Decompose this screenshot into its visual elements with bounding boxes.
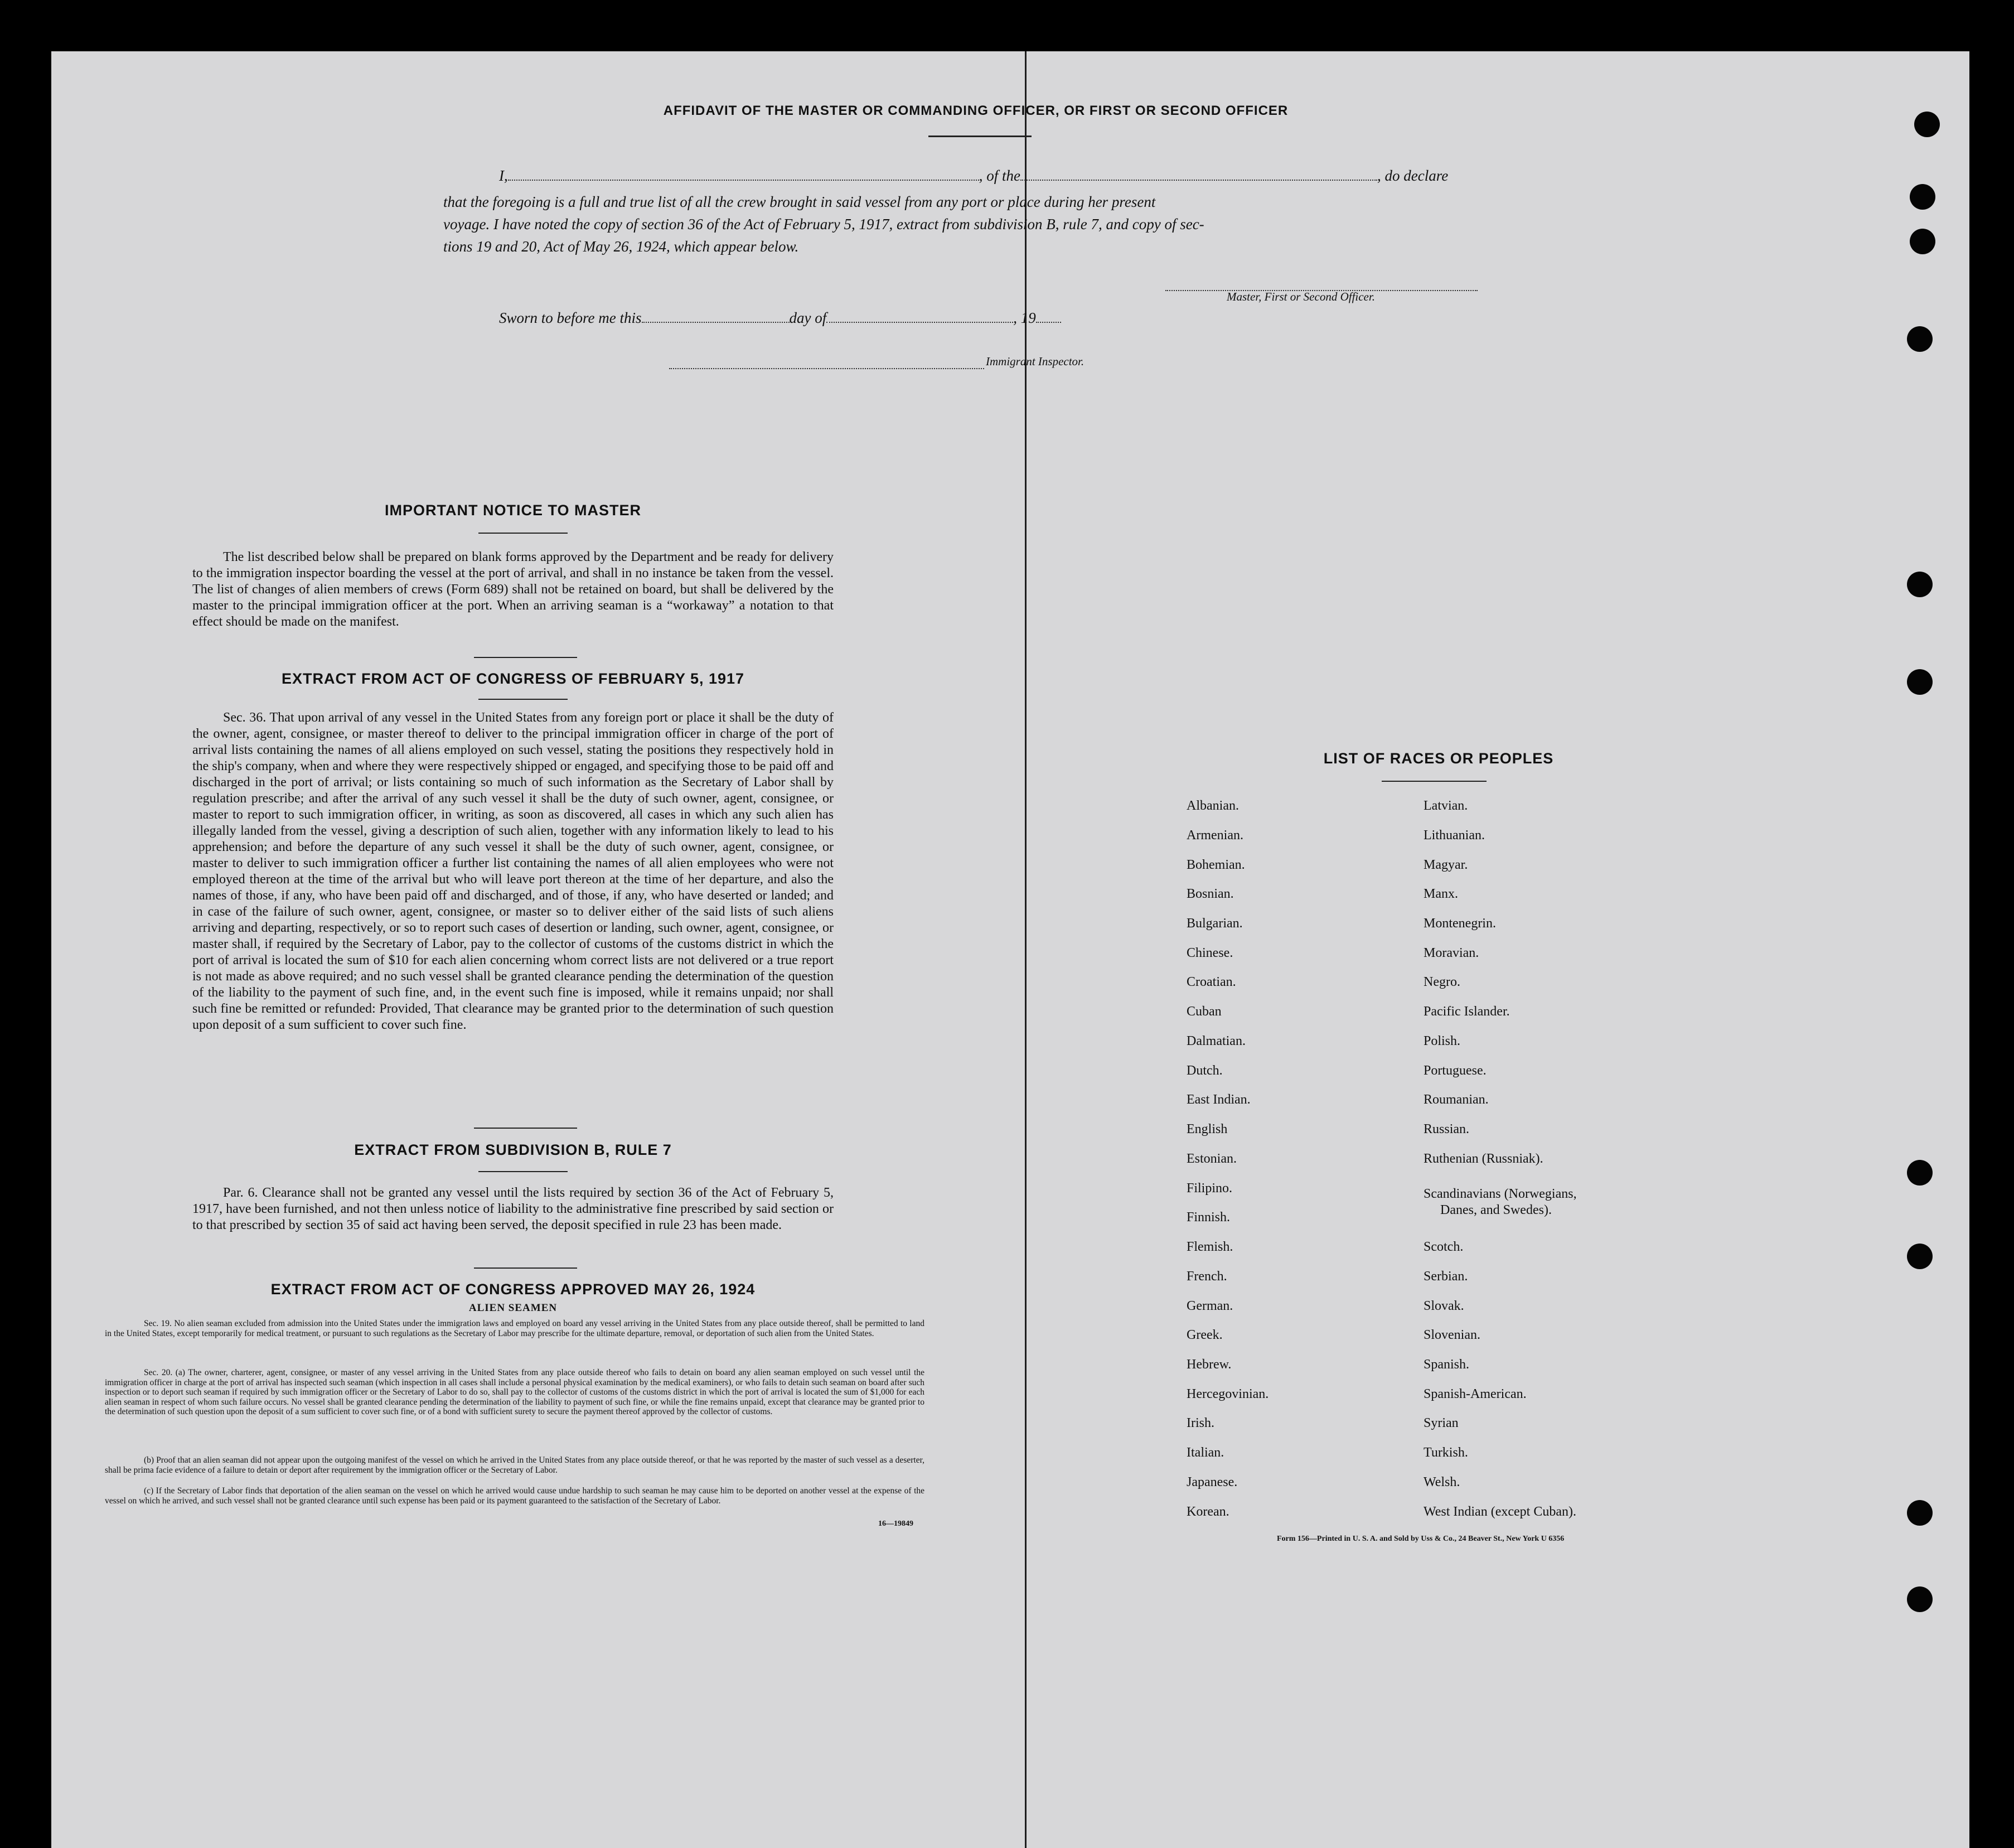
race-item: Finnish.: [1187, 1210, 1231, 1225]
race-item: Bulgarian.: [1187, 916, 1243, 931]
race-item: Spanish.: [1424, 1357, 1470, 1372]
name-blank: [508, 167, 979, 181]
month-blank: [826, 309, 1013, 323]
race-item: Serbian.: [1424, 1269, 1468, 1284]
race-item: Croatian.: [1187, 975, 1236, 989]
race-item: Hebrew.: [1187, 1357, 1232, 1372]
race-item: Danes, and Swedes).: [1440, 1203, 1552, 1217]
race-item: Moravian.: [1424, 946, 1479, 960]
affidavit-of-the: , of the: [979, 167, 1020, 184]
race-item: Estonian.: [1187, 1152, 1237, 1166]
binder-hole: [1914, 112, 1940, 137]
affidavit-i: I,: [499, 167, 508, 184]
race-item: Bosnian.: [1187, 887, 1234, 901]
divider: [928, 136, 1032, 137]
race-item: Japanese.: [1187, 1475, 1238, 1489]
race-item: Welsh.: [1424, 1475, 1460, 1489]
divider: [478, 699, 568, 700]
race-item: Manx.: [1424, 887, 1458, 901]
extract-1924-title: EXTRACT FROM ACT OF CONGRESS APPROVED MAY 26, 1924: [270, 1281, 756, 1298]
race-item: Turkish.: [1424, 1445, 1468, 1460]
day-blank: [642, 309, 790, 323]
binder-hole: [1910, 184, 1935, 210]
race-item: Slovak.: [1424, 1299, 1464, 1313]
race-item: Lithuanian.: [1424, 828, 1485, 843]
race-item: West Indian (except Cuban).: [1424, 1504, 1576, 1519]
race-item: Scandinavians (Norwegians,: [1424, 1187, 1577, 1201]
rule-7-title: EXTRACT FROM SUBDIVISION B, RULE 7: [354, 1141, 672, 1158]
races-title: LIST OF RACES OR PEOPLES: [1323, 750, 1554, 767]
race-item: Latvian.: [1424, 799, 1468, 813]
sworn-text: Sworn to before me this: [499, 309, 642, 326]
affidavit-line-1: [499, 165, 1547, 187]
vessel-blank: [1020, 167, 1377, 181]
divider: [1382, 781, 1487, 782]
sec-20b-text: (b) Proof that an alien seaman did not appear upon the outgoing manifest of the vessel on which he arrived in the United States from any place outside thereof, or that he was reported by the master of such vessel as a deserter, shall be prima facie evidence of a failure to detain or deport after requirement by the immigration officer or the Secretary of Labor.: [105, 1455, 924, 1475]
race-item: Filipino.: [1187, 1181, 1233, 1196]
race-item: Portuguese.: [1424, 1063, 1487, 1078]
race-item: Roumanian.: [1424, 1092, 1489, 1107]
race-item: Russian.: [1424, 1122, 1470, 1136]
race-item: Chinese.: [1187, 946, 1233, 960]
binder-hole: [1907, 669, 1933, 695]
race-item: Spanish-American.: [1424, 1387, 1527, 1401]
master-label: Master, First or Second Officer.: [1227, 290, 1375, 303]
race-item: Dalmatian.: [1187, 1034, 1246, 1048]
race-item: Slovenian.: [1424, 1328, 1480, 1342]
race-item: Cuban: [1187, 1004, 1222, 1019]
binder-hole: [1907, 1160, 1933, 1186]
extract-1917-title: EXTRACT FROM ACT OF CONGRESS OF FEBRUARY 5, 1917: [281, 670, 745, 687]
binder-hole: [1907, 1586, 1933, 1612]
alien-seamen-subtitle: ALIEN SEAMEN: [468, 1302, 558, 1314]
binder-hole: [1907, 1500, 1933, 1526]
race-item: English: [1187, 1122, 1228, 1136]
race-item: Scotch.: [1424, 1240, 1464, 1254]
printer-footer: Form 156—Printed in U. S. A. and Sold by Uss & Co., 24 Beaver St., New York U 6356: [1277, 1535, 1565, 1543]
race-item: Flemish.: [1187, 1240, 1233, 1254]
race-item: Polish.: [1424, 1034, 1461, 1048]
race-item: Magyar.: [1424, 858, 1468, 872]
divider: [474, 1268, 577, 1269]
race-item: Italian.: [1187, 1445, 1224, 1460]
divider: [474, 1128, 577, 1129]
binder-hole: [1907, 326, 1933, 352]
divider: [478, 533, 568, 534]
sworn-line: [499, 307, 1061, 329]
race-item: Armenian.: [1187, 828, 1243, 843]
divider: [474, 657, 577, 658]
race-item: Irish.: [1187, 1416, 1214, 1430]
race-item: Montenegrin.: [1424, 916, 1496, 931]
affidavit-title: AFFIDAVIT OF THE MASTER OR COMMANDING OFFICER, OR FIRST OR SECOND OFFICER: [663, 103, 1289, 118]
rule-7-text: Par. 6. Clearance shall not be granted any vessel until the lists required by section 36 of the Act of February 5, 1917, have been furnished, and not then unless notice of liability to the administrative fine prescribed by said section or to that prescribed by section 35 of said act having been served, the deposit specified in rule 23 has been made.: [192, 1186, 834, 1232]
sec-20a-text: Sec. 20. (a) The owner, charterer, agent, consignee, or master of any vessel arriving in the United States from any place outside thereof who fails to detain on board any alien seaman employed on such vessel until the immigration officer in charge at the port of arrival has inspected such seaman (which inspection in all cases shall include a personal physical examination by the medical examiners), or who fails to detain such seaman on board after such inspection or to deport such seaman if required by such immigration officer or the Secretary of Labor to do so, shall pay to the collector of customs of the customs district in which the port of arrival is located the sum of $1,000 for each alien seaman in respect of whom such failure occurs. No vessel shall be granted clearance pending the determination of the liability to payment of such fine, or while the fine remains unpaid, except that clearance may be granted prior to the determination of such question upon the deposit of a sum sufficient to cover such fine, or of a bond with sufficient surety to secure the payment thereof approved by the collector of customs.: [105, 1368, 924, 1416]
race-item: Hercegovinian.: [1187, 1387, 1269, 1401]
race-item: French.: [1187, 1269, 1227, 1284]
day-of-text: day of: [789, 309, 827, 326]
inspector-line: [669, 356, 984, 369]
binder-hole: [1910, 229, 1935, 254]
race-item: Pacific Islander.: [1424, 1004, 1510, 1019]
race-item: Korean.: [1187, 1504, 1229, 1519]
notice-text: The list described below shall be prepared on blank forms approved by the Department and be ready for delivery to the immigration inspector boarding the vessel at the port of arrival, and shall in no instance be taken from the vessel. The list of changes of alien members of crews (Form 689) shall not be retained on board, but shall be delivered by the master to the principal immigration officer at the port. When an arriving seaman is a “workaway” a notation to that effect should be made on the manifest.: [192, 550, 834, 629]
notice-title: IMPORTANT NOTICE TO MASTER: [385, 502, 641, 519]
year-text: , 19: [1013, 309, 1036, 326]
extract-1917-text: Sec. 36. That upon arrival of any vessel in the United States from any foreign port or place it shall be the duty of the owner, agent, consignee, or master thereof to deliver to the principal immigration officer in charge of the port of arrival lists containing the names of all aliens employed on such vessel, stating the positions they respectively hold in the ship's company, when and where they were respectively shipped or engaged, and specifying those to be paid off and discharged in the port of arrival; or lists containing so much of such information as the Secretary of Labor shall by regulation prescribe; and after the arrival of any such vessel it shall be the duty of such owner, agent, consignee, or master to report to such immigration officer, in writing, as soon as discovered, all cases in which any such alien has illegally landed from the vessel, giving a description of such alien, together with any information likely to lead to his apprehension; and before the departure of any such vessel it shall be the duty of such owner, agent, consignee, or master to deliver to such immigration officer a further list containing the names of all alien employees who were not employed thereon at the time of the arrival but who will leave port thereon at the time of her departure, and also the names of those, if any, who have been paid off and discharged, and of those, if any, who have deserted or landed; and in case of the failure of such owner, agent, consignee, or master so to deliver either of the said lists of such aliens arriving and departing, respectively, or so to report such cases of desertion or landing, such owner, agent, consignee, or master shall, if required by the Secretary of Labor, pay to the collector of customs of the customs district in which the port of arrival is located the sum of $10 for each alien concerning whom correct lists are not delivered or a true report is not made as above required; and no such vessel shall be granted clearance pending the determination of the question of the liability to the payment of such fine, and, in the event such fine is imposed, while it remains unpaid; nor shall such fine be remitted or refunded: Provided, That clearance may be granted prior to the determination of such question upon deposit of a sum sufficient to cover such fine.: [192, 710, 834, 1032]
binder-hole: [1907, 1244, 1933, 1269]
affidavit-line-2: that the foregoing is a full and true list of all the crew brought in said vessel from any port or place during her present: [443, 193, 1156, 210]
sec-19-text: Sec. 19. No alien seaman excluded from admission into the United States under the immigration laws and employed on board any vessel arriving in the United States from any place outside thereof, shall be permitted to land in the United States, except temporarily for medical treatment, or pursuant to such regulations as the Secretary of Labor may prescribe for the ultimate departure, removal, or deportation of such alien from the United States.: [105, 1319, 924, 1338]
race-item: Negro.: [1424, 975, 1460, 989]
race-item: Ruthenian (Russniak).: [1424, 1152, 1543, 1166]
race-item: East Indian.: [1187, 1092, 1251, 1107]
race-item: Dutch.: [1187, 1063, 1223, 1078]
affidavit-line-4: tions 19 and 20, Act of May 26, 1924, which appear below.: [443, 238, 799, 255]
race-item: Bohemian.: [1187, 858, 1245, 872]
affidavit-do-declare: , do declare: [1377, 167, 1449, 184]
form-number: 16—19849: [878, 1520, 913, 1528]
affidavit-line-3: voyage. I have noted the copy of section 36 of the Act of February 5, 1917, extract from subdivision B, rule 7, and copy of sec-: [443, 216, 1204, 233]
race-item: Syrian: [1424, 1416, 1459, 1430]
binder-hole: [1907, 572, 1933, 597]
race-item: Greek.: [1187, 1328, 1223, 1342]
inspector-label: Immigrant Inspector.: [986, 355, 1085, 368]
race-item: Albanian.: [1187, 799, 1239, 813]
year-blank: [1036, 309, 1061, 323]
signature-line: [1165, 278, 1478, 291]
sec-20c-text: (c) If the Secretary of Labor finds that deportation of the alien seaman on the vessel on which he arrived would cause undue hardship to such seaman he may cause him to be deported on another vessel at the expense of the vessel on which he arrived, and such vessel shall not be granted clearance until such expense has been paid or its payment guaranteed to the satisfaction of the Secretary of Labor.: [105, 1486, 924, 1506]
race-item: German.: [1187, 1299, 1233, 1313]
divider: [478, 1171, 568, 1172]
